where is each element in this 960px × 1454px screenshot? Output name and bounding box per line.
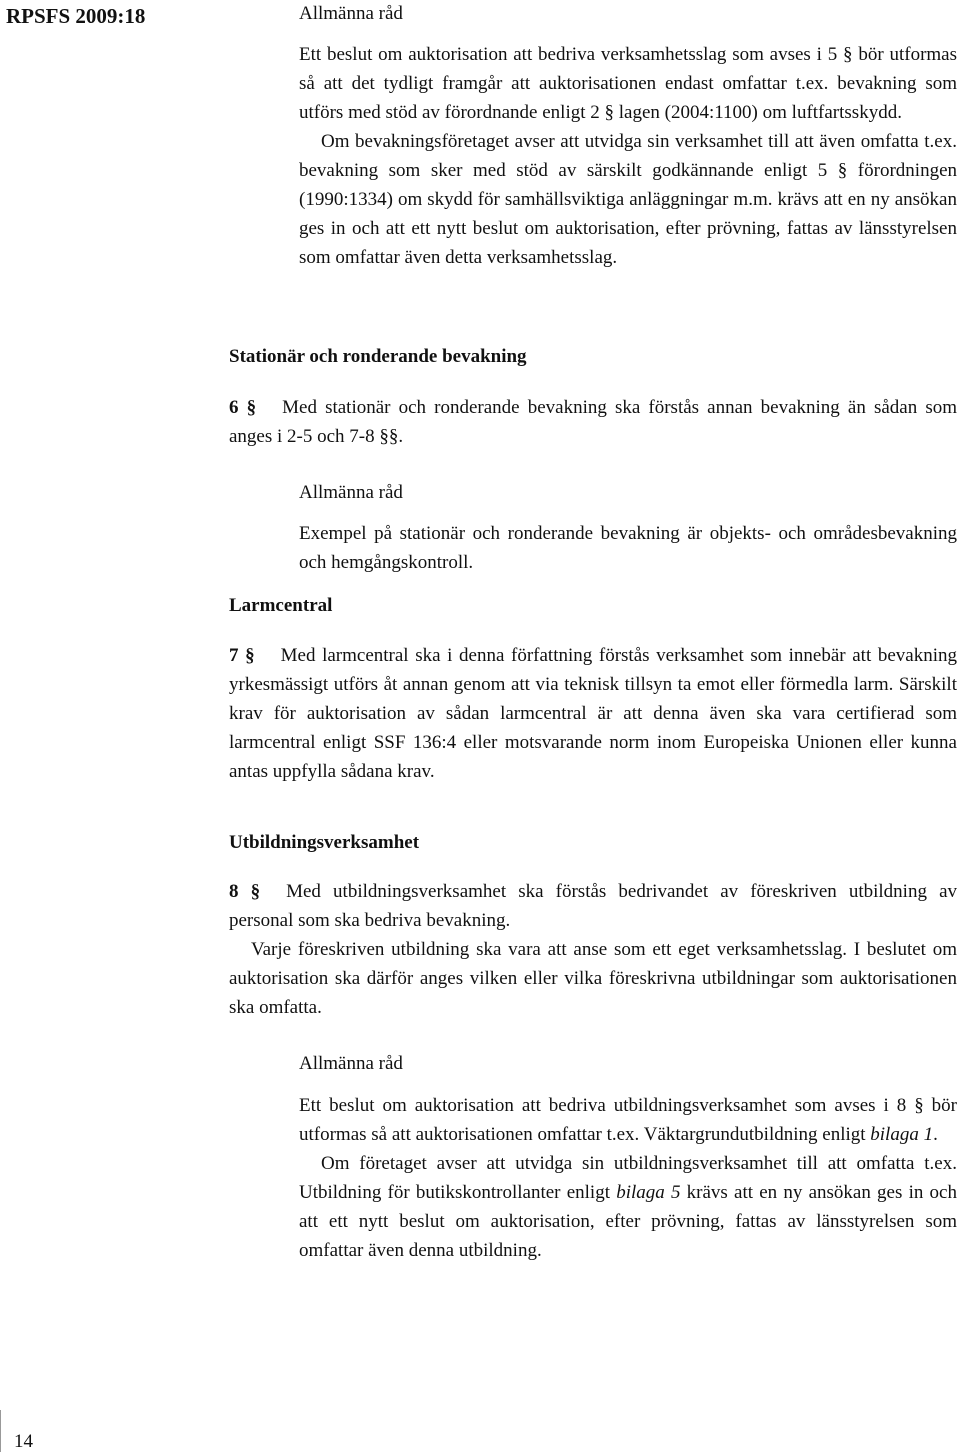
section-number: 8 § [229, 881, 261, 902]
text-run: Ett beslut om auktorisation att bedriva utbildningsverksamhet som avses i 8 § bör utformas så att auktorisationen omfattar t.ex. Väktargrundutbildning enligt [299, 1095, 957, 1145]
section-body: Med utbildningsverksamhet ska förstås bedrivandet av föreskriven utbildning av personal som ska bedriva bevakning. [229, 881, 957, 931]
text-run: Om företaget avser att utvidga sin utbildningsverksamhet till att omfatta t.ex. Utbildning för butikskontrollanter enligt [299, 1153, 957, 1203]
paragraph [229, 641, 957, 786]
paragraph: Om bevakningsföretaget avser att utvidga sin verksamhet till att även omfatta t.ex. bevakning som sker med stöd av särskilt godkännande enligt 5 § förordningen (1990:1334) om skydd för samhällsviktiga anläggningar m.m. krävs att en ny ansökan ges in och att ett nytt beslut om auktorisation, efter prövning, fattas av länsstyrelsen som omfattar även detta verksamhetsslag. [299, 131, 957, 268]
section-heading: Stationär och ronderande bevakning [229, 346, 527, 367]
section-number: 7 § [229, 645, 255, 666]
general-advice-block [299, 1091, 957, 1265]
appendix-reference: bilaga 1 [870, 1124, 934, 1145]
paragraph [229, 877, 957, 935]
text-run: krävs att en ny ansökan ges in och att ett nytt beslut om auktorisation, efter prövning, fattas av länsstyrelsen som omfattar även denna utbildning. [299, 1182, 957, 1261]
appendix-reference: bilaga 5 [616, 1182, 681, 1203]
paragraph [299, 1091, 957, 1149]
page-number: 14 [14, 1431, 33, 1452]
text-run: . [933, 1124, 938, 1145]
section-body: Med stationär och ronderande bevakning ska förstås annan bevakning än sådan som anges i 2-5 och 7-8 §§. [229, 397, 957, 447]
general-advice-block [299, 40, 957, 272]
paragraph: Varje föreskriven utbildning ska vara att anse som ett eget verksamhetsslag. I beslutet om auktorisation ska därför anges vilken eller vilka föreskrivna utbildningar som auktorisationen ska omfatta. [229, 939, 957, 1018]
general-advice-heading: Allmänna råd [299, 3, 403, 24]
section-heading: Larmcentral [229, 595, 333, 616]
section-heading: Utbildningsverksamhet [229, 832, 420, 853]
paragraph [299, 1149, 957, 1265]
section-number: 6 § [229, 397, 257, 418]
section-text [229, 877, 957, 1022]
section-text [229, 393, 957, 451]
paragraph: Exempel på stationär och ronderande bevakning är objekts- och områdesbevakning och hemgångskontroll. [299, 523, 957, 573]
general-advice-block [299, 519, 957, 577]
general-advice-heading: Allmänna råd [299, 482, 403, 503]
margin-rule [0, 1410, 1, 1452]
section-text [229, 641, 957, 786]
paragraph: Ett beslut om auktorisation att bedriva verksamhetsslag som avses i 5 § bör utformas så att det tydligt framgår att auktorisationen endast omfattar t.ex. bevakning som utförs med stöd av förordnande enligt 2 § lagen (2004:1100) om luftfartsskydd. [299, 44, 957, 123]
section-body: Med larmcentral ska i denna författning förstås verksamhet som innebär att bevakning yrkesmässigt utförs åt annan genom att via teknisk tillsyn ta emot eller förmedla larm. Särskilt krav för auktorisation av sådan larmcentral är att denna även ska vara certifierad som larmcentral enligt SSF 136:4 eller motsvarande norm inom Europeiska Unionen eller kunna antas uppfylla sådana krav. [229, 645, 957, 782]
general-advice-heading: Allmänna råd [299, 1053, 403, 1074]
document-id: RPSFS 2009:18 [6, 4, 146, 28]
paragraph [229, 393, 957, 451]
